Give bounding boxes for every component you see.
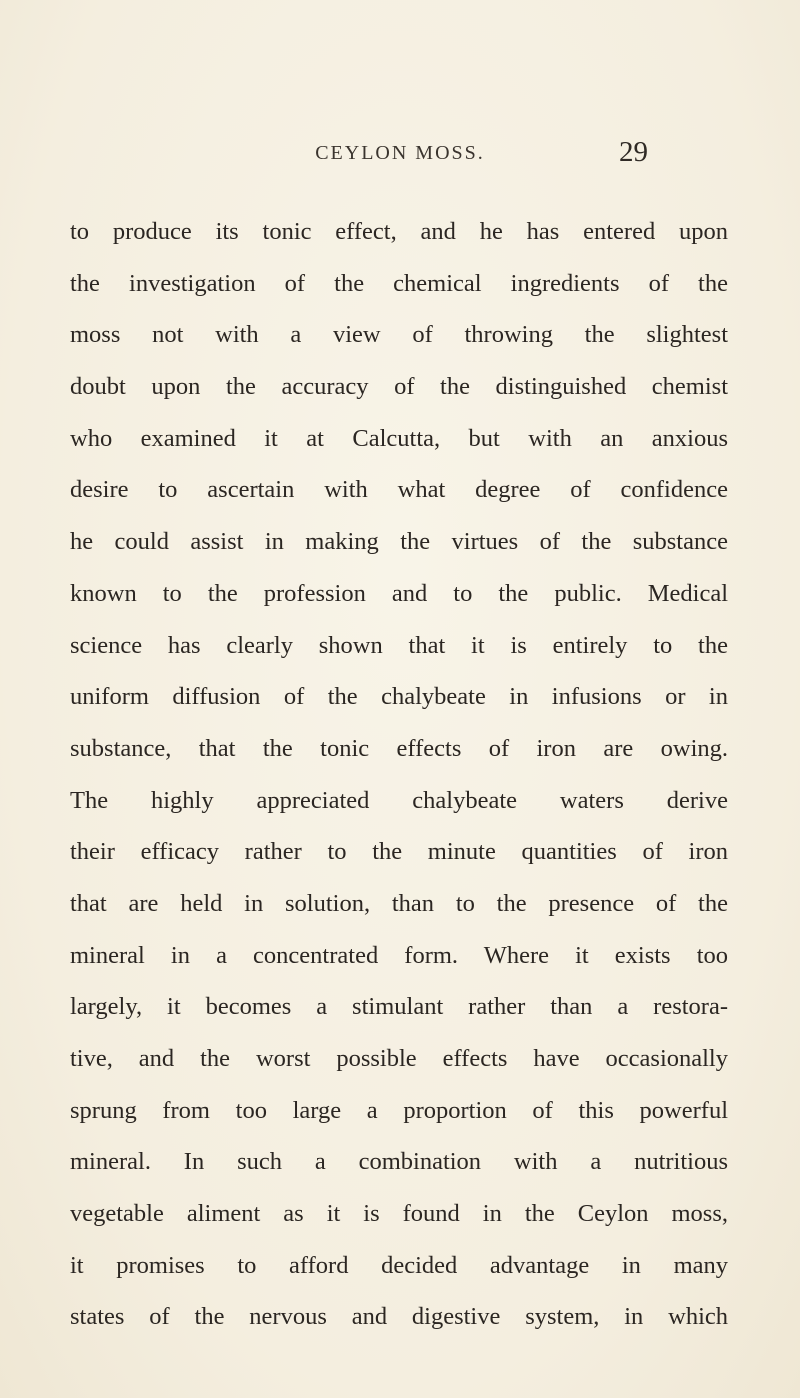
text-line: desire to ascertain with what degree of confidence <box>70 476 728 504</box>
text-line: their efficacy rather to the minute quantities of iron <box>70 838 728 866</box>
text-line: substance, that the tonic effects of iron are owing. <box>70 734 728 762</box>
body-text <box>70 210 728 1347</box>
text-line: The highly appreciated chalybeate waters derive <box>70 786 728 814</box>
text-line: states of the nervous and digestive system, in which <box>70 1303 728 1331</box>
text-line: who examined it at Calcutta, but with an anxious <box>70 424 728 452</box>
text-line: tive, and the worst possible effects have occasionally <box>70 1045 728 1072</box>
text-line: he could assist in making the virtues of the substance <box>70 528 728 556</box>
text-line: mineral. In such a combination with a nutritious <box>70 1148 728 1176</box>
text-line: moss not with a view of throwing the slightest <box>70 321 728 349</box>
text-line: sprung from too large a proportion of this powerful <box>70 1096 728 1124</box>
text-line: known to the profession and to the public. Medical <box>70 579 728 607</box>
running-title: CEYLON MOSS. <box>315 142 485 164</box>
text-line: doubt upon the accuracy of the distinguished chemist <box>70 373 728 401</box>
text-line: it promises to afford decided advantage in many <box>70 1251 728 1279</box>
text-line: to produce its tonic effect, and he has entered upon <box>70 218 728 245</box>
text-line: largely, it becomes a stimulant rather than a restora- <box>70 993 728 1021</box>
text-line: vegetable aliment as it is found in the Ceylon moss, <box>70 1200 728 1228</box>
running-head <box>0 136 800 176</box>
text-line: mineral in a concentrated form. Where it exists too <box>70 941 728 969</box>
text-line: that are held in solution, than to the presence of the <box>70 889 728 917</box>
page-number: 29 <box>619 136 648 168</box>
text-line: uniform diffusion of the chalybeate in infusions or in <box>70 683 728 711</box>
text-line: the investigation of the chemical ingredients of the <box>70 269 728 297</box>
text-line: science has clearly shown that it is entirely to the <box>70 631 728 659</box>
